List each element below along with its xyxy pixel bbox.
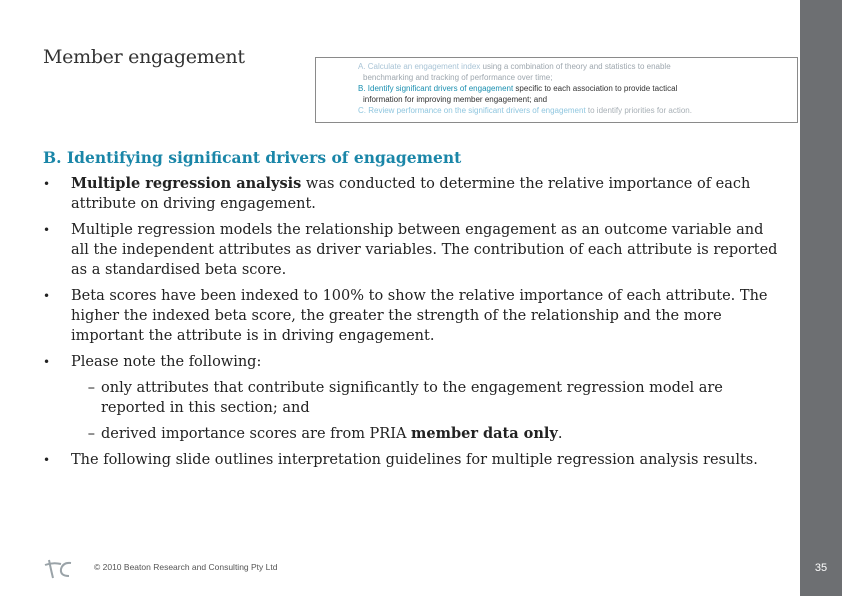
bullet-icon: •: [43, 453, 51, 467]
sub-bullet-text: derived importance scores are from PRIA: [101, 426, 412, 442]
agenda-item-a-text: using a combination of theory and statistics to enable: [480, 62, 671, 71]
dash-icon: –: [87, 426, 95, 442]
bullet-item: [43, 286, 783, 346]
sub-bullet-list: [71, 378, 783, 444]
company-logo-icon: [43, 556, 75, 582]
agenda-item-a-highlight: A. Calculate an engagement index: [358, 62, 481, 71]
sub-bullet-text: only attributes that contribute significantly to the engagement regression model are reported in this section; and: [101, 380, 723, 416]
sub-bullet-end: .: [557, 426, 563, 442]
bullet-bold-text: Multiple regression analysis: [71, 175, 302, 192]
dash-icon: –: [87, 380, 95, 396]
section-heading: B. Identifying significant drivers of engagement: [43, 148, 462, 167]
sub-bullet-item: [71, 424, 783, 444]
bullet-text: Multiple regression models the relationship between engagement as an outcome variable and all the independent attributes as driver variables. The contribution of each attribute is reported as a standardised beta score.: [71, 222, 778, 278]
agenda-item-c-highlight: C. Review performance on the significant drivers of engagement: [358, 106, 586, 115]
agenda-item-c: [358, 105, 797, 116]
bullet-text: Beta scores have been indexed to 100% to show the relative importance of each attribute. The higher the indexed beta score, the greater the strength of the relationship and the more important the attribute is in driving engagement.: [71, 288, 768, 344]
agenda-item-b: [358, 83, 797, 105]
bullet-icon: •: [43, 177, 51, 191]
bullet-item: [43, 174, 783, 214]
agenda-item-c-text: to identify priorities for action.: [585, 106, 692, 115]
page-number: 35: [814, 562, 828, 574]
agenda-item-a: [358, 61, 797, 83]
bullet-icon: •: [43, 355, 51, 369]
agenda-item-b-text: specific to each association to provide tactical: [513, 84, 678, 93]
agenda-item-a-continuation: benchmarking and tracking of performance over time;: [363, 73, 553, 82]
sub-bullet-item: [71, 378, 783, 418]
agenda-box: [315, 57, 798, 123]
agenda-item-b-highlight: B. Identify significant drivers of engagement: [358, 84, 514, 93]
right-sidebar-bar: [800, 0, 842, 596]
copyright-footer: © 2010 Beaton Research and Consulting Pty Ltd: [94, 562, 278, 572]
bullet-text: The following slide outlines interpretation guidelines for multiple regression analysis results.: [71, 452, 758, 468]
bullet-text: Please note the following:: [71, 354, 262, 370]
bullet-icon: •: [43, 289, 51, 303]
bullet-item: [43, 352, 783, 444]
sub-bullet-bold-text: member data only: [411, 425, 558, 442]
bullet-text: was conducted to determine the relative importance of each attribute on driving engagement.: [71, 176, 751, 212]
bullet-item: [43, 450, 783, 470]
agenda-item-b-continuation: information for improving member engagement; and: [363, 95, 548, 104]
bullet-item: [43, 220, 783, 280]
bullet-icon: •: [43, 223, 51, 237]
bullet-list: [43, 174, 783, 476]
slide-title: Member engagement: [43, 46, 245, 68]
